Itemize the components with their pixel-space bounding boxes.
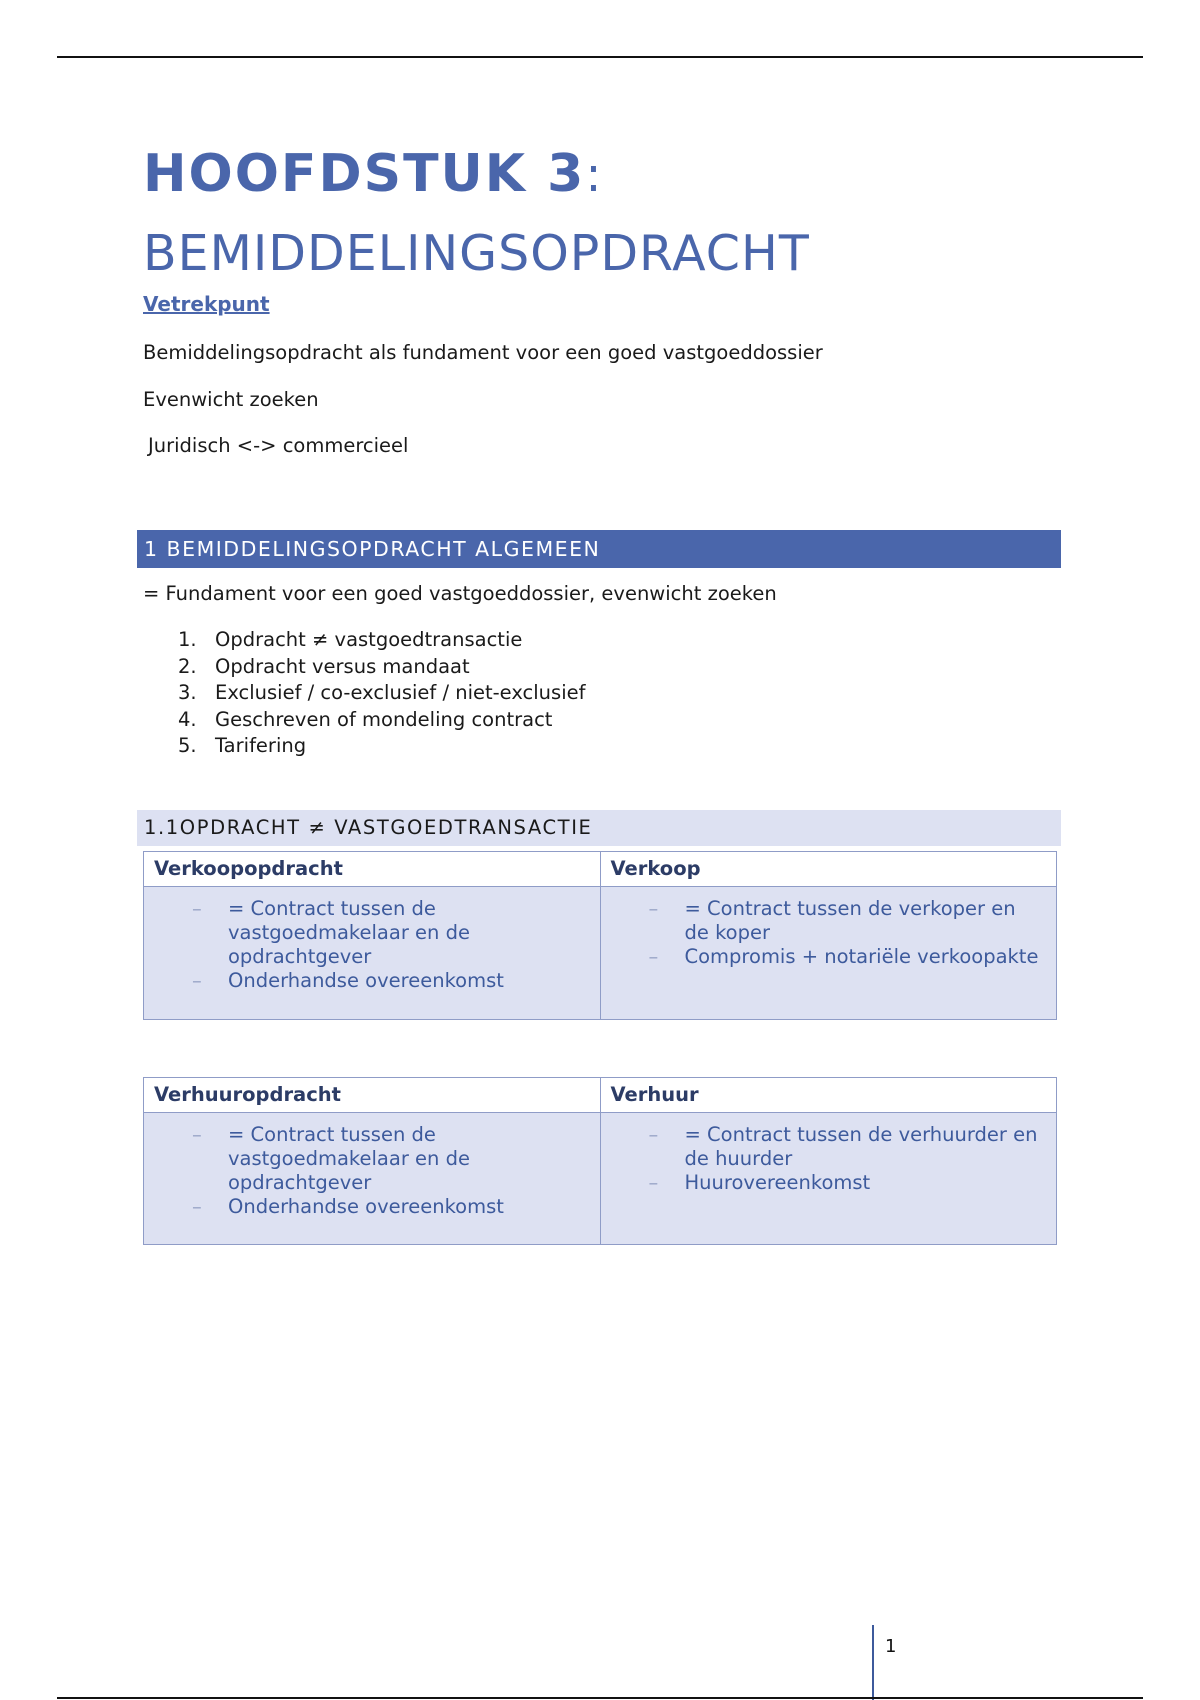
bullet-item <box>144 1195 600 1219</box>
dash-bullet-icon: – <box>648 1171 659 1194</box>
bullet-text: Onderhandse overeenkomst <box>228 969 504 992</box>
bullet-text: Onderhandse overeenkomst <box>228 1195 504 1218</box>
bullet-text: Huurovereenkomst <box>684 1171 871 1194</box>
section-intro: = Fundament voor een goed vastgoeddossier, evenwicht zoeken <box>143 582 777 605</box>
list-item <box>178 680 585 707</box>
bullet-text: = Contract tussen de verhuurder en de huurder <box>684 1123 1038 1170</box>
footer-rule <box>57 1697 1143 1699</box>
table-header: Verhuur <box>601 1078 1057 1113</box>
list-text: Geschreven of mondeling contract <box>215 707 553 731</box>
bullet-item <box>601 897 1057 945</box>
list-text: Tarifering <box>215 734 307 757</box>
comparison-table-rent <box>143 1077 1057 1245</box>
list-number: 2. <box>178 654 197 678</box>
list-text: Opdracht ≠ vastgoedtransactie <box>215 628 523 651</box>
table-column-right <box>600 852 1057 1019</box>
bullet-text: Compromis + notariële verkoopakte <box>684 945 1039 968</box>
table-cell <box>144 887 600 1019</box>
dash-bullet-icon: – <box>648 897 659 920</box>
dash-bullet-icon: – <box>192 897 202 920</box>
paragraph: Bemiddelingsopdracht als fundament voor een goed vastgoeddossier <box>143 341 823 364</box>
vetrekpunt-heading: Vetrekpunt <box>143 292 270 316</box>
bullet-item <box>601 1171 1057 1195</box>
table-cell <box>601 1113 1057 1244</box>
dash-bullet-icon: – <box>192 1123 202 1146</box>
dash-bullet-icon: – <box>648 1123 659 1146</box>
bullet-text: = Contract tussen de verkoper en de koper <box>684 897 1016 944</box>
dash-bullet-icon: – <box>192 1195 202 1218</box>
numbered-list <box>178 627 585 760</box>
chapter-number: HOOFDSTUK 3 <box>143 144 586 204</box>
bullet-text: = Contract tussen de vastgoedmakelaar en de opdrachtgever <box>228 1123 470 1194</box>
table-header: Verhuuropdracht <box>144 1078 600 1113</box>
header-rule <box>57 56 1143 58</box>
table-column-left <box>144 1078 600 1244</box>
list-number: 4. <box>178 707 197 731</box>
list-item <box>178 733 585 760</box>
bullet-item <box>601 1123 1057 1171</box>
comparison-table-sale <box>143 851 1057 1020</box>
list-item <box>178 627 585 654</box>
list-number: 5. <box>178 734 197 757</box>
list-number: 3. <box>178 681 197 704</box>
bullet-text: = Contract tussen de vastgoedmakelaar en de opdrachtgever <box>228 897 470 968</box>
bullet-item <box>601 945 1057 969</box>
chapter-title <box>143 140 1103 288</box>
section-heading-1: 1 BEMIDDELINGSOPDRACHT ALGEMEEN <box>137 530 1061 568</box>
paragraph: Evenwicht zoeken <box>143 388 319 411</box>
list-text: Opdracht versus mandaat <box>215 654 470 678</box>
list-text: Exclusief / co-exclusief / niet-exclusief <box>215 681 586 704</box>
list-number: 1. <box>178 628 197 651</box>
paragraph: Juridisch <-> commercieel <box>148 434 409 457</box>
dash-bullet-icon: – <box>192 969 202 992</box>
list-item <box>178 654 585 681</box>
bullet-item <box>144 969 600 993</box>
table-header: Verkoopopdracht <box>144 852 600 887</box>
bullet-item <box>144 1123 600 1195</box>
page-number-divider <box>872 1625 874 1700</box>
list-item <box>178 707 585 734</box>
section-heading-1-1: 1.1OPDRACHT ≠ VASTGOEDTRANSACTIE <box>137 810 1061 846</box>
table-header: Verkoop <box>601 852 1057 887</box>
title-colon: : <box>585 147 602 203</box>
bullet-item <box>144 897 600 969</box>
table-cell <box>601 887 1057 1019</box>
dash-bullet-icon: – <box>648 945 659 968</box>
chapter-name: BEMIDDELINGSOPDRACHT <box>143 225 810 282</box>
table-cell <box>144 1113 600 1244</box>
table-column-left <box>144 852 600 1019</box>
table-column-right <box>600 1078 1057 1244</box>
page-number: 1 <box>885 1636 897 1657</box>
